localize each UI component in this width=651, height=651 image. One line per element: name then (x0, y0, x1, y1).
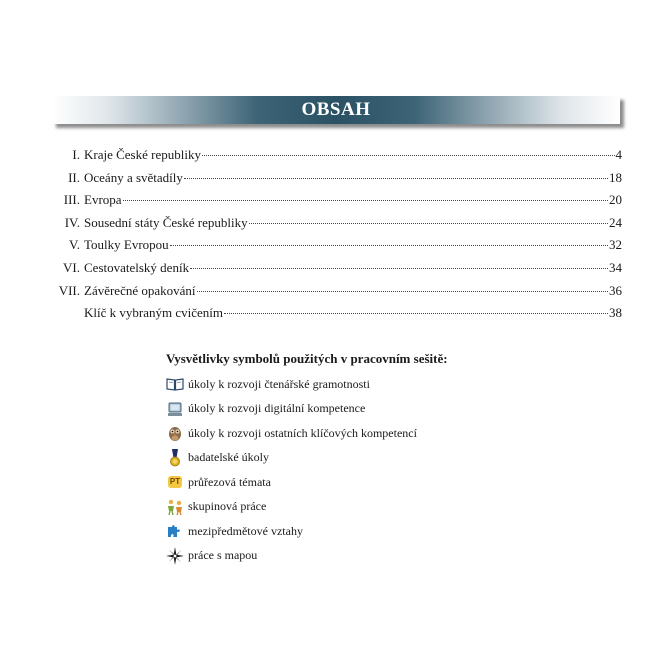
toc-row[interactable] (52, 144, 622, 167)
toc-page-number: 20 (609, 192, 622, 208)
toc-number: III. (63, 192, 80, 208)
toc-row[interactable] (52, 212, 622, 235)
toc-leader (123, 190, 608, 204)
legend-item (166, 544, 506, 569)
legend-item (166, 470, 506, 495)
toc-page-number: 38 (609, 305, 622, 321)
medal-icon (166, 449, 184, 467)
title-banner (52, 96, 620, 124)
table-of-contents (52, 144, 622, 325)
compass-rose-icon (166, 547, 184, 565)
toc-leader (170, 235, 608, 249)
toc-label: Toulky Evropou (84, 237, 169, 253)
toc-page-number: 24 (609, 214, 622, 230)
toc-leader (184, 168, 608, 182)
toc-row[interactable] (52, 189, 622, 212)
legend-text: úkoly k rozvoji digitální kompetence (188, 401, 366, 416)
group-people-icon (166, 498, 184, 516)
pt-badge-icon (166, 473, 184, 491)
legend-item (166, 421, 506, 446)
legend-text: práce s mapou (188, 548, 258, 563)
owl-icon (166, 424, 184, 442)
legend-item (166, 519, 506, 544)
toc-row[interactable] (52, 167, 622, 190)
legend-text: badatelské úkoly (188, 450, 269, 465)
toc-label: Závěrečné opakování (84, 282, 196, 298)
toc-label: Evropa (84, 192, 122, 208)
toc-leader (190, 258, 608, 272)
legend-text: průřezová témata (188, 474, 271, 489)
legend-title: Vysvětlivky symbolů použitých v pracovním sešitě: (166, 351, 448, 366)
toc-number: IV. (64, 214, 80, 230)
toc-number: II. (68, 169, 80, 185)
toc-number: VI. (63, 259, 80, 275)
toc-label: Kraje České republiky (84, 147, 201, 162)
toc-number: V. (69, 237, 80, 253)
legend-item (166, 372, 506, 397)
toc-leader (197, 281, 608, 295)
legend-text: úkoly k rozvoji ostatních klíčových kompetencí (188, 425, 417, 440)
toc-page-number: 18 (609, 169, 622, 185)
toc-row[interactable] (52, 257, 622, 280)
toc-label: Sousední státy České republiky (84, 214, 248, 230)
toc-page-number: 4 (615, 147, 622, 162)
toc-number: VII. (58, 282, 80, 298)
computer-icon (166, 400, 184, 418)
toc-label: Oceány a světadíly (84, 169, 183, 185)
toc-page-number: 32 (609, 237, 622, 253)
legend-text: úkoly k rozvoji čtenářské gramotnosti (188, 376, 370, 391)
legend-item (166, 397, 506, 422)
legend-text: mezipředmětové vztahy (188, 523, 303, 538)
toc-leader (224, 303, 608, 317)
legend-item (166, 495, 506, 520)
toc-row[interactable] (52, 234, 622, 257)
toc-number: I. (72, 147, 80, 162)
toc-label: Klíč k vybraným cvičením (84, 305, 223, 321)
symbol-legend (166, 350, 506, 568)
page-title: OBSAH (301, 99, 371, 120)
puzzle-icon (166, 522, 184, 540)
toc-label: Cestovatelský deník (84, 259, 190, 275)
toc-leader (249, 213, 608, 227)
toc-leader (202, 145, 615, 159)
pt-badge-label: PT (169, 477, 181, 487)
toc-row[interactable] (52, 280, 622, 303)
toc-row[interactable] (52, 302, 622, 325)
toc-page-number: 34 (609, 259, 622, 275)
legend-item (166, 446, 506, 471)
legend-text: skupinová práce (188, 499, 267, 514)
open-book-icon (166, 375, 184, 393)
toc-page-number: 36 (609, 282, 622, 298)
